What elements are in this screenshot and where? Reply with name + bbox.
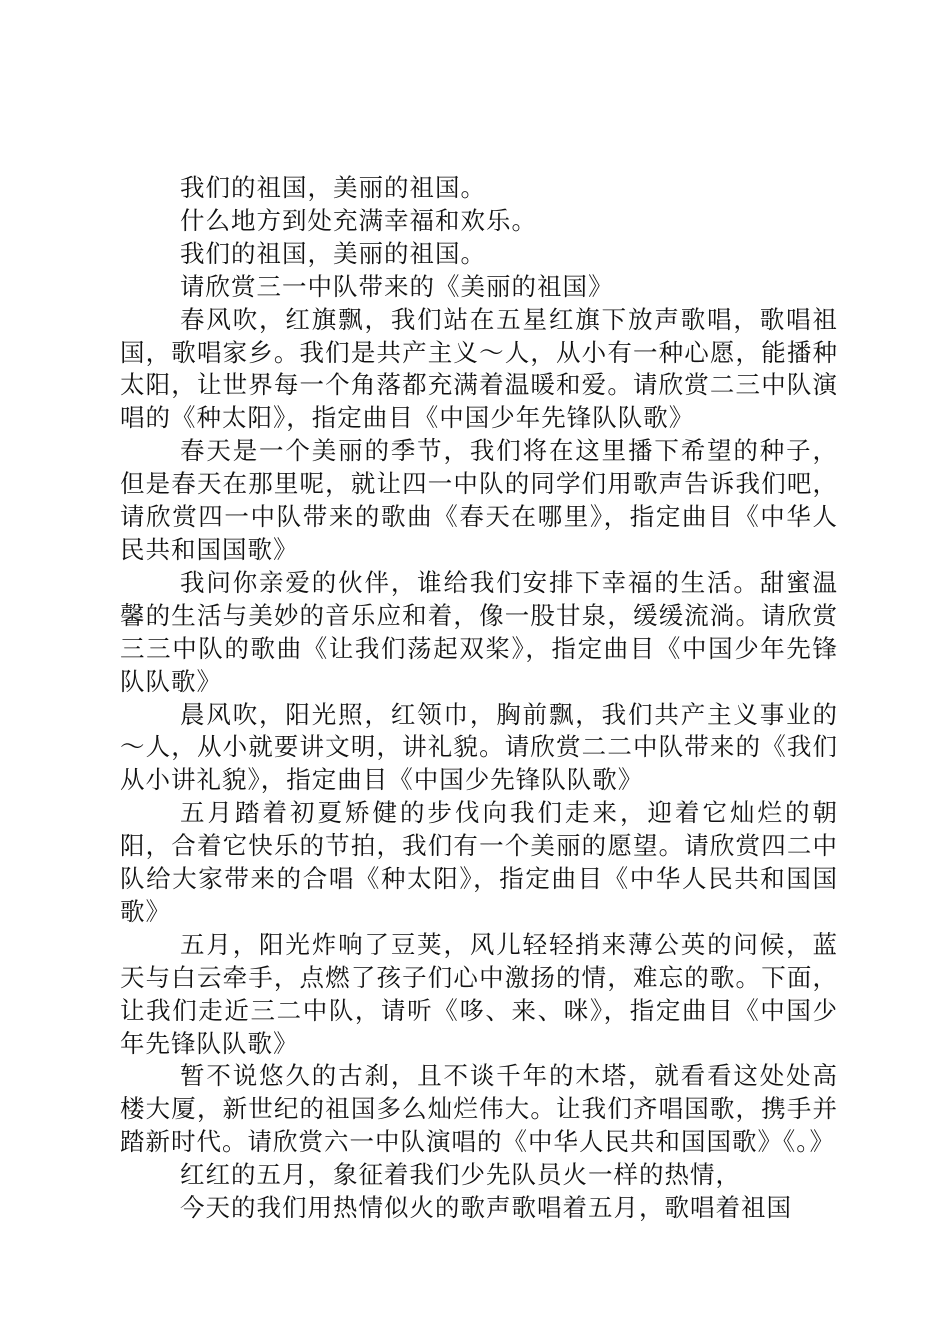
paragraph: 我问你亲爱的伙伴，谁给我们安排下幸福的生活。甜蜜温馨的生活与美妙的音乐应和着，像一股甘泉，缓缓流淌。请欣赏三三中队的歌曲《让我们荡起双桨》，指定曲目《中国少年先锋队队歌》 [120, 567, 838, 696]
paragraph: 今天的我们用热情似火的歌声歌唱着五月，歌唱着祖国 [180, 1193, 792, 1223]
paragraph: 五月踏着初夏矫健的步伐向我们走来，迎着它灿烂的朝阳，合着它快乐的节拍，我们有一个美丽的愿望。请欣赏四二中队给大家带来的合唱《种太阳》，指定曲目《中华人民共和国国歌》 [120, 798, 838, 926]
paragraph: 五月，阳光炸响了豆荚，风儿轻轻捎来薄公英的问候，蓝天与白云牵手，点燃了孩子们心中激扬的情，难忘的歌。下面，让我们走近三二中队，请听《哆、来、咪》，指定曲目《中国少年先锋队队歌》 [120, 929, 838, 1058]
paragraph: 暂不说悠久的古刹，且不谈千年的木塔，就看看这处处高楼大厦，新世纪的祖国多么灿烂伟大。让我们齐唱国歌，携手并踏新时代。请欣赏六一中队演唱的《中华人民共和国国歌》《。》 [120, 1061, 838, 1157]
paragraph: 什么地方到处充满幸福和欢乐。 [180, 205, 537, 235]
paragraph: 春天是一个美丽的季节，我们将在这里播下希望的种子，但是春天在那里呢，就让四一中队的同学们用歌声告诉我们吧，请欣赏四一中队带来的歌曲《春天在哪里》，指定曲目《中华人民共和国国歌》 [120, 436, 838, 564]
paragraph: 红红的五月，象征着我们少先队员火一样的热情， [180, 1160, 741, 1190]
paragraph: 请欣赏三一中队带来的《美丽的祖国》 [180, 271, 614, 301]
paragraph: 晨风吹，阳光照，红领巾，胸前飘，我们共产主义事业的～人，从小就要讲文明，讲礼貌。请欣赏二二中队带来的《我们从小讲礼貌》，指定曲目《中国少先锋队队歌》 [120, 699, 838, 795]
paragraph: 春风吹，红旗飘，我们站在五星红旗下放声歌唱，歌唱祖国，歌唱家乡。我们是共产主义～人，从小有一种心愿，能播种太阳，让世界每一个角落都充满着温暖和爱。请欣赏二三中队演唱的《种太阳》，指定曲目《中国少年先锋队队歌》 [120, 304, 838, 433]
paragraph: 我们的祖国，美丽的祖国。 [180, 173, 486, 202]
paragraph: 我们的祖国，美丽的祖国。 [180, 238, 486, 268]
document-body [120, 172, 838, 1225]
